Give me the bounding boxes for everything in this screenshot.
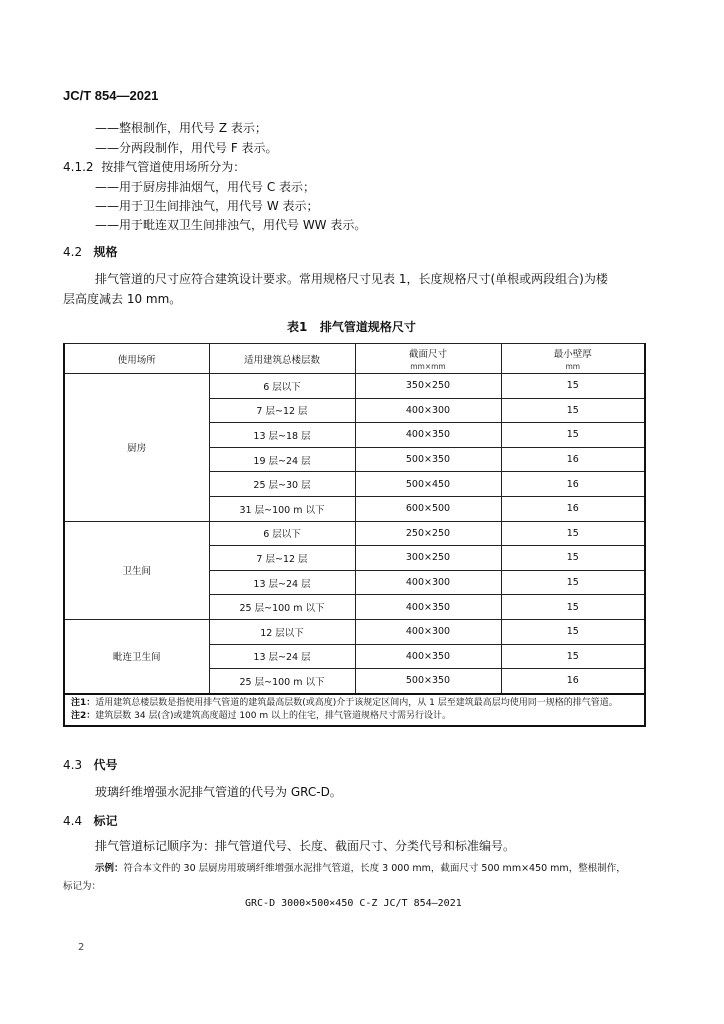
section-cell: 400×350	[355, 644, 501, 669]
section-44-heading	[63, 812, 118, 829]
header-place: 使用场所	[64, 344, 209, 374]
spec-table	[63, 343, 646, 727]
floors-cell: 7 层~12 层	[209, 398, 355, 423]
header-floors: 适用建筑总楼层数	[209, 344, 355, 374]
section-cell: 250×250	[355, 521, 501, 546]
paragraph-line: 排气管道标记顺序为：排气管道代号、长度、截面尺寸、分类代号和标准编号。	[95, 839, 516, 853]
note-label: 注1：	[71, 697, 96, 708]
floors-cell: 19 层~24 层	[209, 447, 355, 472]
header-thickness	[501, 344, 645, 374]
paragraph-line: 玻璃纤维增强水泥排气管道的代号为 GRC-D。	[95, 785, 342, 799]
list-item: ——分两段制作，用代号 F 表示。	[95, 141, 278, 155]
header-section	[355, 344, 501, 374]
place-cell: 厨房	[64, 374, 209, 522]
thickness-cell: 15	[501, 570, 645, 595]
list-item: ——用于毗连双卫生间排浊气，用代号 WW 表示。	[95, 218, 367, 232]
section-cell: 400×300	[355, 398, 501, 423]
table-caption	[287, 318, 416, 335]
thickness-cell: 15	[501, 546, 645, 571]
page-number: 2	[78, 942, 85, 953]
paragraph-line: 层高度减去 10 mm。	[63, 292, 182, 306]
section-title: 按排气管道使用场所分为：	[101, 160, 246, 174]
floors-cell: 31 层~100 m 以下	[209, 496, 355, 521]
floors-cell: 12 层以下	[209, 619, 355, 644]
table-header-row	[64, 344, 645, 374]
thickness-cell: 16	[501, 669, 645, 694]
header-section-label: 截面尺寸	[408, 349, 447, 360]
section-412-heading	[63, 159, 245, 175]
standard-code-header: JC/T 854—2021	[63, 88, 159, 103]
note-text: 适用建筑总楼层数是指使用排气管道的建筑最高层数(或高度)介于该规定区间内，从 1 层至建筑最高层均使用同一规格的排气管道。	[95, 697, 618, 708]
section-cell: 400×300	[355, 570, 501, 595]
floors-cell: 7 层~12 层	[209, 546, 355, 571]
example-line	[95, 860, 626, 874]
thickness-cell: 15	[501, 619, 645, 644]
thickness-cell: 15	[501, 398, 645, 423]
thickness-cell: 15	[501, 423, 645, 448]
header-thickness-label: 最小壁厚	[553, 349, 592, 360]
paragraph-line: 排气管道的尺寸应符合建筑设计要求。常用规格尺寸见表 1，长度规格尺寸(单根或两段组合)为楼	[95, 272, 608, 286]
table-note	[71, 710, 638, 723]
list-item: ——整根制作，用代号 Z 表示；	[95, 121, 267, 135]
section-number: 4.1.2	[63, 160, 94, 174]
thickness-cell: 16	[501, 472, 645, 497]
section-number: 4.2	[63, 245, 83, 259]
section-cell: 500×350	[355, 447, 501, 472]
section-cell: 300×250	[355, 546, 501, 571]
floors-cell: 6 层以下	[209, 374, 355, 399]
section-number: 4.3	[63, 758, 83, 772]
table-notes-row	[64, 694, 645, 726]
section-cell: 500×450	[355, 472, 501, 497]
floors-cell: 25 层~30 层	[209, 472, 355, 497]
example-label: 示例：	[95, 863, 124, 874]
thickness-cell: 15	[501, 374, 645, 399]
floors-cell: 13 层~24 层	[209, 570, 355, 595]
section-number: 4.4	[63, 814, 83, 828]
example-text: 符合本文件的 30 层厨房用玻璃纤维增强水泥排气管道，长度 3 000 mm，截面尺寸 500 mm×450 mm，整根制作，	[123, 863, 626, 874]
example-line: 标记为：	[63, 881, 102, 892]
table-row	[64, 521, 645, 546]
table-caption-text: 排气管道规格尺寸	[319, 320, 416, 334]
list-item: ——用于厨房排油烟气，用代号 C 表示；	[95, 180, 316, 194]
floors-cell: 6 层以下	[209, 521, 355, 546]
floors-cell: 25 层~100 m 以下	[209, 595, 355, 620]
table-caption-number: 表1	[287, 320, 308, 334]
header-thickness-unit: mm	[565, 362, 581, 371]
note-text: 建筑层数 34 层(含)或建筑高度超过 100 m 以上的住宅，排气管道规格尺寸需另行设计。	[95, 710, 451, 721]
table-row	[64, 374, 645, 399]
thickness-cell: 15	[501, 521, 645, 546]
section-cell: 350×250	[355, 374, 501, 399]
floors-cell: 13 层~24 层	[209, 644, 355, 669]
section-title: 规格	[93, 245, 118, 259]
section-title: 标记	[93, 814, 118, 828]
section-title: 代号	[93, 758, 118, 772]
section-42-heading	[63, 243, 118, 260]
thickness-cell: 16	[501, 496, 645, 521]
place-cell: 毗连卫生间	[64, 619, 209, 693]
floors-cell: 25 层~100 m 以下	[209, 669, 355, 694]
place-cell: 卫生间	[64, 521, 209, 619]
note-label: 注2：	[71, 710, 96, 721]
marking-example: GRC-D 3000×500×450 C-Z JC/T 854—2021	[245, 898, 462, 909]
thickness-cell: 16	[501, 447, 645, 472]
header-section-unit: mm×mm	[410, 362, 446, 371]
section-cell: 400×350	[355, 595, 501, 620]
section-cell: 400×300	[355, 619, 501, 644]
thickness-cell: 15	[501, 644, 645, 669]
table-note	[71, 697, 638, 710]
floors-cell: 13 层~18 层	[209, 423, 355, 448]
list-item: ——用于卫生间排浊气，用代号 W 表示；	[95, 199, 319, 213]
section-43-heading	[63, 756, 118, 773]
table-row	[64, 619, 645, 644]
section-cell: 500×350	[355, 669, 501, 694]
section-cell: 400×350	[355, 423, 501, 448]
thickness-cell: 15	[501, 595, 645, 620]
section-cell: 600×500	[355, 496, 501, 521]
table-notes	[64, 694, 645, 726]
